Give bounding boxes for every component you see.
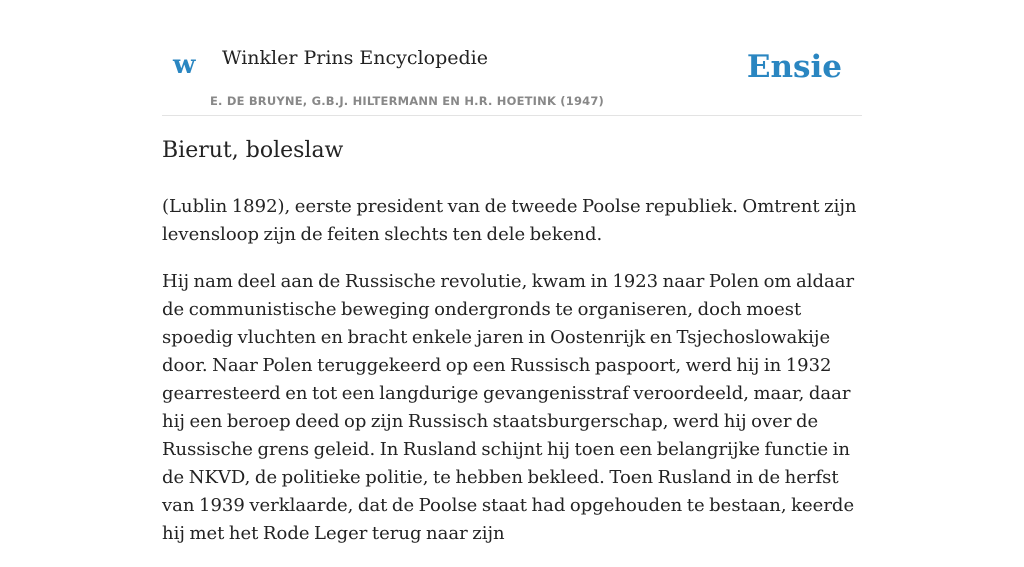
article-title: Bierut, boleslaw xyxy=(162,138,344,163)
brand-logo[interactable]: Ensie xyxy=(746,49,842,85)
article-paragraph: (Lublin 1892), eerste president van de tweede Poolse republiek. Omtrent zijn levensloop zijn de feiten slechts ten dele bekend. xyxy=(162,196,857,245)
article-body xyxy=(162,193,867,567)
publication-logo[interactable]: w xyxy=(173,50,196,80)
publication-authors: E. DE BRUYNE, G.B.J. HILTERMANN EN H.R. HOETINK (1947) xyxy=(210,94,605,108)
publication-title[interactable]: Winkler Prins Encyclopedie xyxy=(222,47,488,69)
header xyxy=(162,40,862,116)
article-paragraph: Hij nam deel aan de Russische revolutie, kwam in 1923 naar Polen om aldaar de communistische beweging ondergronds te organiseren, doch moest spoedig vluchten en bracht enkele jaren in Oostenrijk en Tsjechoslowakije door. Naar Polen teruggekeerd op een Russisch paspoort, werd hij in 1932 gearresteerd en tot een langdurige gevangenisstraf veroordeeld, maar, daar hij een beroep deed op zijn Russisch staatsburgerschap, werd hij over de Russische grens geleid. In Rusland schijnt hij toen een belangrijke functie in de NKVD, de politieke politie, te hebben bekleed. Toen Rusland in de herfst van 1939 verklaarde, dat de Poolse staat had opgehouden te bestaan, keerde hij met het Rode Leger terug naar zijn xyxy=(162,271,855,544)
